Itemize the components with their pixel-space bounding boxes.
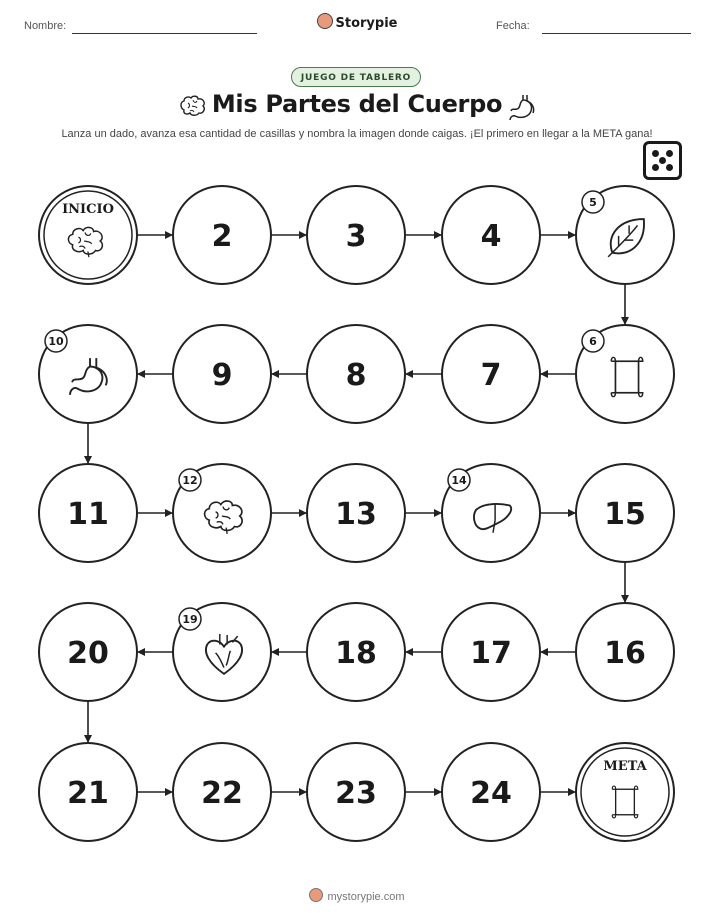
path-arrow [405, 370, 442, 378]
path-arrow [540, 509, 576, 517]
board-cell-5 [576, 186, 674, 284]
board-cell-17 [442, 603, 540, 701]
cell-number: 20 [67, 636, 109, 671]
cell-number: 6 [589, 335, 597, 348]
board-cell-10 [39, 325, 137, 423]
cell-number: 3 [345, 219, 367, 254]
board-cell-11 [39, 464, 137, 562]
path-arrow [271, 231, 307, 239]
cell-number: 19 [182, 613, 198, 626]
path-arrow [271, 370, 307, 378]
game-type-tag: JUEGO DE TABLERO [291, 67, 421, 87]
board-cell-23 [307, 743, 405, 841]
board-cell-2 [173, 186, 271, 284]
path-arrow [271, 788, 307, 796]
board-cell-16 [576, 603, 674, 701]
cell-number: 7 [480, 358, 502, 393]
board-cell-18 [307, 603, 405, 701]
footer-url: mystorypie.com [327, 891, 405, 903]
path-arrow [405, 509, 442, 517]
path-arrow [540, 788, 576, 796]
path-arrow [137, 509, 173, 517]
finish-label: META [603, 759, 647, 774]
path-arrow [137, 370, 173, 378]
board-cell-21 [39, 743, 137, 841]
board-cell-13 [307, 464, 405, 562]
start-label: INICIO [62, 202, 114, 217]
name-label: Nombre: [24, 20, 67, 32]
board-cell-4 [442, 186, 540, 284]
cell-number: 9 [211, 358, 233, 393]
cell-number: 15 [604, 497, 646, 532]
path-arrow [137, 648, 173, 656]
cell-number: 18 [335, 636, 377, 671]
cell-number: 10 [48, 335, 64, 348]
cell-number: 14 [451, 474, 467, 487]
cell-number: 13 [335, 497, 377, 532]
cell-number: 8 [345, 358, 367, 393]
path-arrow [621, 562, 629, 603]
footer [0, 888, 714, 903]
path-arrow [84, 423, 92, 464]
cell-number: 24 [470, 776, 512, 811]
page-title: Mis Partes del Cuerpo [211, 90, 503, 118]
cell-number: 5 [589, 196, 597, 209]
date-label: Fecha: [496, 20, 530, 32]
board-cell-3 [307, 186, 405, 284]
board-cell-9 [173, 325, 271, 423]
storypie-footer-logo-icon [309, 888, 323, 902]
path-arrow [137, 231, 173, 239]
cell-number: 17 [470, 636, 512, 671]
board-cell-7 [442, 325, 540, 423]
path-arrow [540, 231, 576, 239]
cell-number: 4 [480, 219, 502, 254]
board-cell-6 [576, 325, 674, 423]
cell-number: 2 [211, 219, 233, 254]
cell-number: 22 [201, 776, 243, 811]
cell-number: 12 [182, 474, 198, 487]
path-arrow [271, 509, 307, 517]
brand-name: Storypie [335, 16, 398, 31]
board-cell-19 [173, 603, 271, 701]
board-cell-8 [307, 325, 405, 423]
cell-number: 11 [67, 497, 109, 532]
cell-number: 23 [335, 776, 377, 811]
board-cell-20 [39, 603, 137, 701]
cell-number: 21 [67, 776, 109, 811]
path-arrow [405, 648, 442, 656]
board-cell-12 [173, 464, 271, 562]
board-cell-22 [173, 743, 271, 841]
board-cell-24 [442, 743, 540, 841]
board-cell-14 [442, 464, 540, 562]
board-cell-15 [576, 464, 674, 562]
path-arrow [405, 788, 442, 796]
finish-cell [576, 743, 674, 841]
path-arrow [271, 648, 307, 656]
cell-number: 16 [604, 636, 646, 671]
path-arrow [540, 648, 576, 656]
start-cell [39, 186, 137, 284]
path-arrow [137, 788, 173, 796]
instructions-text: Lanza un dado, avanza esa cantidad de casillas y nombra la imagen donde caigas. ¡El primero en llegar a la META gana! [61, 128, 653, 140]
path-arrow [405, 231, 442, 239]
path-arrow [540, 370, 576, 378]
path-arrow [621, 284, 629, 325]
path-arrow [84, 701, 92, 743]
